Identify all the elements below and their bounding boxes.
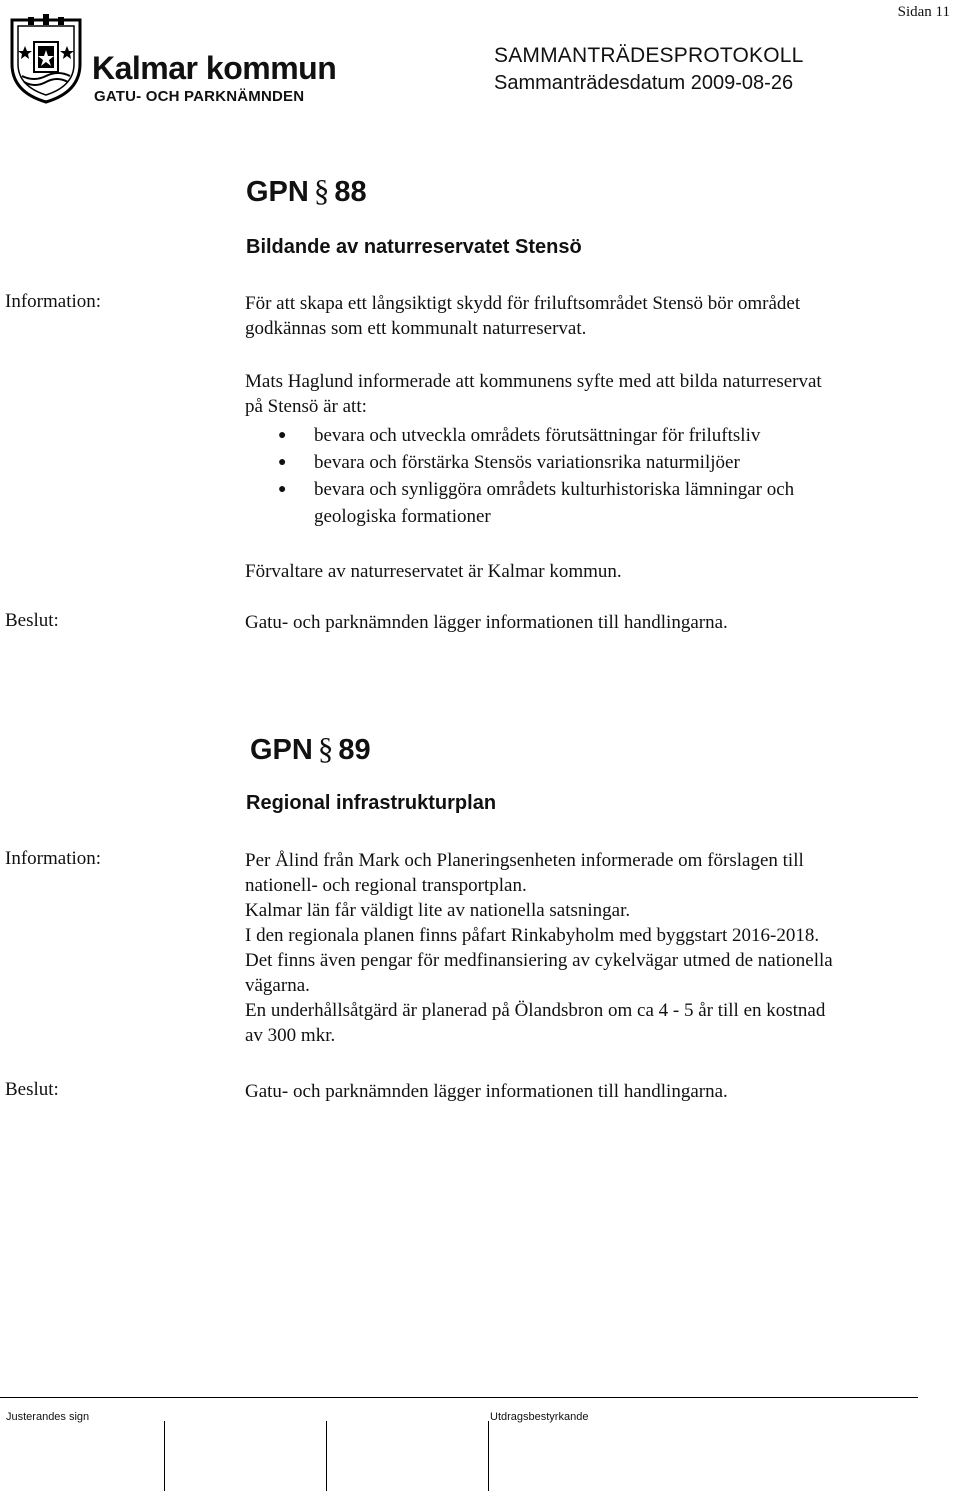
intro-line: Mats Haglund informerade att kommunens syfte med att bilda naturreservat xyxy=(245,371,822,392)
footer-right-label: Utdragsbestyrkande xyxy=(490,1411,589,1423)
manager-note-88: Förvaltare av naturreservatet är Kalmar kommun. xyxy=(245,561,622,582)
info-label-88: Information: xyxy=(5,291,102,312)
signature-divider xyxy=(326,1421,327,1491)
info-line: nationell- och regional transportplan. xyxy=(245,875,527,896)
info-line: Kalmar län får väldigt lite av nationella satsningar. xyxy=(245,900,631,921)
list-item: ● bevara och utveckla områdets förutsättningar för friluftsliv xyxy=(278,422,918,449)
decision-label-89: Beslut: xyxy=(5,1079,59,1100)
kalmar-coat-of-arms-logo xyxy=(8,12,84,104)
heading-number: 89 xyxy=(338,734,371,766)
signature-divider xyxy=(488,1421,489,1491)
info-text-88 xyxy=(245,291,945,341)
section-sign: § xyxy=(317,731,334,766)
heading-prefix: GPN xyxy=(250,734,313,766)
section-heading-89 xyxy=(250,731,371,767)
info-line: För att skapa ett långsiktigt skydd för friluftsområdet Stensö bör området xyxy=(245,293,801,314)
list-item: ● bevara och förstärka Stensös variationsrika naturmiljöer xyxy=(278,449,918,476)
info-line: av 300 mkr. xyxy=(245,1025,336,1046)
info-line: godkännas som ett kommunalt naturreservat. xyxy=(245,318,587,339)
info-text-89 xyxy=(245,848,945,1048)
section-sign: § xyxy=(313,173,330,208)
org-name: Kalmar kommun xyxy=(92,50,337,86)
signature-divider xyxy=(164,1421,165,1491)
purpose-list xyxy=(278,422,918,530)
info-label-89: Information: xyxy=(5,848,102,869)
intro-line: på Stensö är att: xyxy=(245,396,367,417)
org-subname: GATU- OCH PARKNÄMNDEN xyxy=(94,88,305,105)
decision-label-88: Beslut: xyxy=(5,610,59,631)
info-line: Per Ålind från Mark och Planeringsenheten informerade om förslagen till xyxy=(245,850,804,871)
meeting-date: Sammanträdesdatum 2009-08-26 xyxy=(494,72,794,94)
decision-text-88: Gatu- och parknämnden lägger informationen till handlingarna. xyxy=(245,612,728,633)
info-line: Det finns även pengar för medfinansiering av cykelvägar utmed de nationella xyxy=(245,950,833,971)
list-item: ● bevara och synliggöra områdets kulturhistoriska lämningar och geologiska formationer xyxy=(278,476,874,530)
section-heading-88 xyxy=(246,173,367,209)
section-title-89: Regional infrastrukturplan xyxy=(246,792,497,814)
footer-left-label: Justerandes sign xyxy=(6,1411,90,1423)
intro-text-88 xyxy=(245,369,945,419)
page-number: Sidan 11 xyxy=(897,4,950,20)
heading-number: 88 xyxy=(334,176,367,208)
section-title-88: Bildande av naturreservatet Stensö xyxy=(246,236,582,258)
info-line: En underhållsåtgärd är planerad på Ölandsbron om ca 4 - 5 år till en kostnad xyxy=(245,1000,826,1021)
protocol-title: SAMMANTRÄDESPROTOKOLL xyxy=(494,44,804,67)
info-line: vägarna. xyxy=(245,975,310,996)
heading-prefix: GPN xyxy=(246,176,309,208)
info-line: I den regionala planen finns påfart Rinkabyholm med byggstart 2016-2018. xyxy=(245,925,820,946)
decision-text-89: Gatu- och parknämnden lägger informationen till handlingarna. xyxy=(245,1081,728,1102)
footer-rule xyxy=(0,1397,918,1398)
